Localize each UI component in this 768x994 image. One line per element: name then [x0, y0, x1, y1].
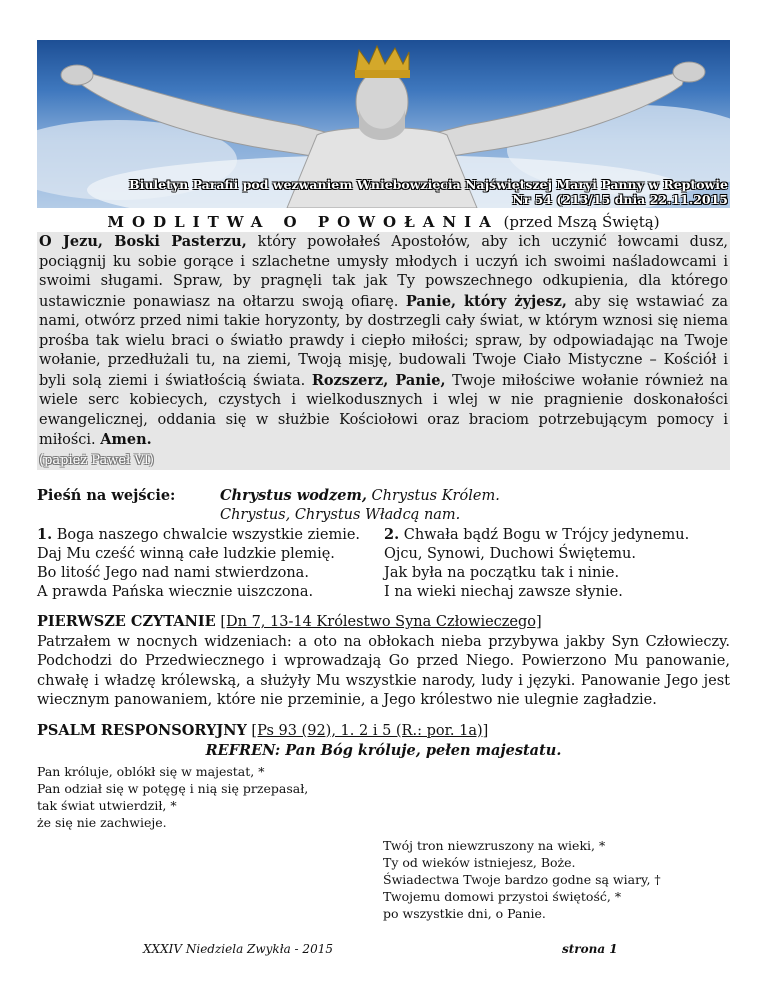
song-title-bold: Chrystus wodzem,: [220, 487, 367, 504]
verse-line: Daj Mu cześć winną całe ludzkie plemię.: [37, 546, 335, 562]
first-reading: [37, 612, 730, 711]
psalm: [37, 721, 730, 761]
verse-line: Chwała bądź Bogu w Trójcy jedynemu.: [399, 527, 690, 543]
psalm-reference: [Ps 93 (92), 1. 2 i 5 (R.: por. 1a)]: [251, 722, 489, 739]
psalm-line: że się nie zachwieje.: [37, 814, 167, 830]
prayer-amen: Amen.: [100, 431, 152, 448]
song-verse-2: [384, 525, 730, 602]
psalm-line: po wszystkie dni, o Panie.: [383, 905, 546, 921]
psalm-heading: PSALM RESPONSORYJNY: [37, 721, 247, 739]
psalm-line: Pan króluje, oblókł się w majestat, *: [37, 763, 265, 779]
prayer-bold-1: O Jezu, Boski Pasterzu,: [39, 233, 247, 250]
song-label: Pieśń na wejście:: [37, 487, 176, 504]
reading-reference: [Dn 7, 13-14 Królestwo Syna Człowieczego]: [220, 614, 542, 630]
prayer-title: [37, 213, 730, 231]
verse-line: I na wieki niechaj zawsze słynie.: [384, 584, 623, 600]
song-title-rest: Chrystus Królem.: [366, 488, 500, 504]
psalm-line: Twój tron niewzruszony na wieki, *: [383, 837, 606, 853]
psalm-stanza-2: [383, 837, 730, 922]
prayer-title-main: MODLITWA O POWOŁANIA: [107, 213, 499, 231]
verse-1-number: 1.: [37, 526, 53, 543]
prayer-text-1: który powołałeś Apostołów, aby ich uczynić łowcami dusz, pociągnij ku sobie gorące i szlachetne umysły młodych i uczyń ich swoimi naśladowcami i swoimi sługami. Spraw, by pragnęli tak jak Ty powszechnego odkupienia, dla którego ustawicznie ponawiasz na ołtarzu swoją ofiarę.: [39, 234, 728, 310]
psalm-refrain: REFREN: Pan Bóg króluje, pełen majestatu.: [205, 742, 562, 759]
header-banner: [37, 40, 730, 208]
psalm-line: Pan odział się w potęgę i nią się przepasał,: [37, 780, 309, 796]
prayer-text-2: aby się wstawiać za nami, otwórz przed nimi takie horyzonty, by dostrzegli cały świat, w którym wznosi się niema prośba tak wielu braci o światło prawdy i ciepło miłości; spraw, by odpowiadając na Twoje wołanie, przedłużali tu, na ziemi, Twoją misję, budowali Twoje Ciało Mistyczne – Kościół i byli solą ziemi i światłością świata.: [39, 293, 729, 389]
verse-line: Boga naszego chwalcie wszystkie ziemie.: [52, 527, 361, 543]
entrance-song: [37, 486, 730, 602]
reading-heading: PIERWSZE CZYTANIE: [37, 613, 216, 630]
prayer-text-3: Twoje miłościwe wołanie również na wiele serc kobiecych, czystych i wielkodusznych i wlej w nie pragnienie doskonałości ewangelicznej, oddania się w służbie Kościołowi oraz braciom potrzebującym pomocy i miłości.: [39, 372, 728, 448]
reading-text: Patrzałem w nocnych widzeniach: a oto na obłokach nieba przybywa jakby Syn Człowieczy. Podchodzi do Przedwiecznego i wprowadzają Go przed Niego. Powierzono Mu panowanie, chwałę i władzę królewską, a służyły Mu wszystkie narody, ludy i języki. Panowanie Jego jest wiecznym panowaniem, które nie przeminie, a Jego królestwo nie ulegnie zagładzie.: [37, 633, 730, 708]
prayer-bold-2: Panie, który żyjesz,: [405, 292, 567, 310]
psalm-stanza-1: [37, 763, 730, 831]
psalm-line: Twojemu domowi przystoi świętość, *: [383, 888, 622, 904]
prayer-text: [37, 232, 730, 470]
psalm-line: Świadectwa Twoje bardzo godne są wiary, †: [383, 871, 661, 887]
verse-line: Ojcu, Synowi, Duchowi Świętemu.: [384, 546, 637, 562]
psalm-line: tak świat utwierdził, *: [37, 797, 177, 813]
verse-line: Bo litość Jego nad nami stwierdzona.: [37, 565, 309, 581]
bulletin-page: [37, 40, 730, 922]
footer-page-number: strona 1: [562, 942, 618, 956]
footer-sunday: XXXIV Niedziela Zwykła - 2015: [143, 942, 333, 956]
bulletin-title: Biuletyn Parafii pod wezwaniem Wniebowzięcia Najświętszej Maryi Panny w Reptowie: [129, 177, 728, 192]
prayer-signature: (papież Paweł VI): [39, 452, 154, 468]
bulletin-issue: Nr 54 (213/15 dnia 22.11.2015: [512, 192, 728, 207]
verse-line: A prawda Pańska wiecznie uiszczona.: [37, 584, 314, 600]
psalm-line: Ty od wieków istniejesz, Boże.: [383, 854, 576, 870]
verse-line: Jak była na początku tak i ninie.: [384, 565, 620, 581]
prayer-title-suffix: (przed Mszą Świętą): [498, 213, 660, 231]
song-verse-1: [37, 525, 384, 602]
prayer-bold-3: Rozszerz, Panie,: [311, 371, 446, 389]
verse-2-number: 2.: [384, 526, 400, 543]
song-subtitle: Chrystus, Chrystus Władcą nam.: [220, 507, 461, 523]
